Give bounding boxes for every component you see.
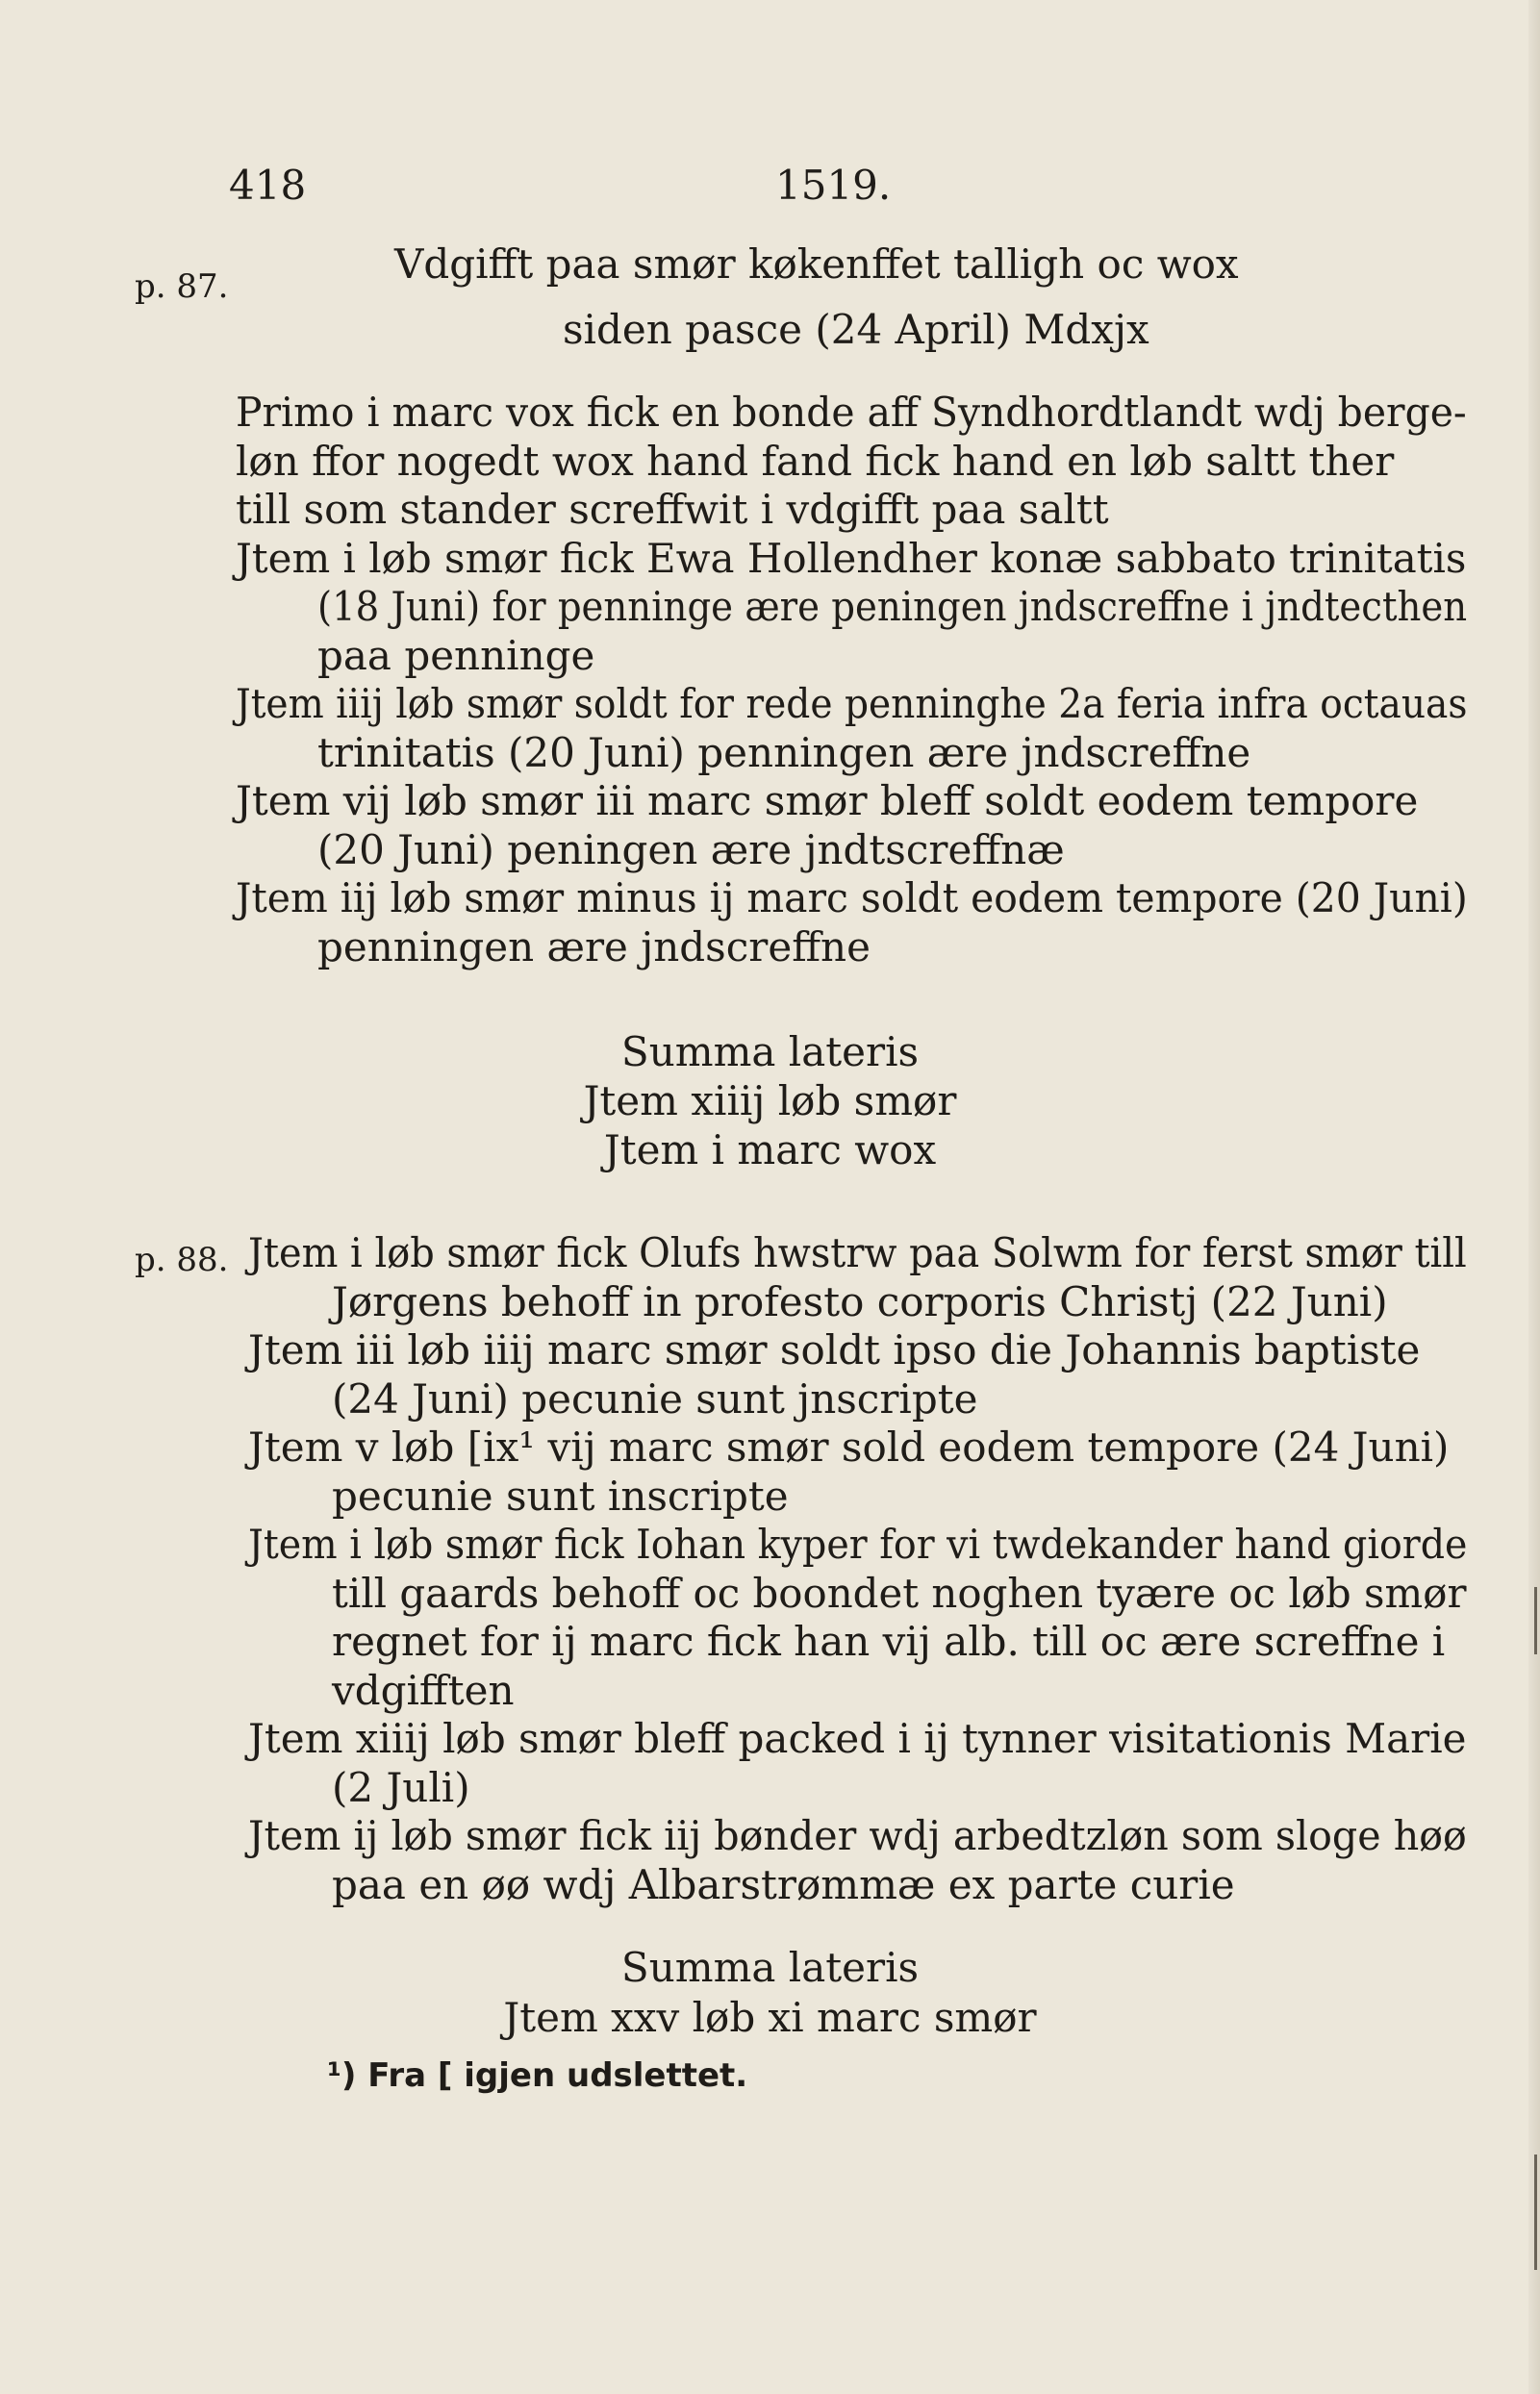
summa-1-line-1: Jtem xiiij løb smør [583, 1077, 957, 1124]
text-line: (2 Juli) [332, 1763, 470, 1811]
text-line: till gaards behoff oc boondet noghen tyære oc løb smør [332, 1569, 1467, 1617]
text-line: Jtem ij løb smør fick iij bønder wdj arbedtzløn som sloge høø [248, 1812, 1467, 1859]
heading-line-2: siden pasce (24 April) Mdxjx [563, 306, 1149, 353]
margin-ref-p87: p. 87. [135, 267, 229, 306]
summa-1-title: Summa lateris [620, 1028, 920, 1075]
summa-2-title: Summa lateris [620, 1944, 920, 1991]
page-number: 418 [229, 162, 307, 209]
text-line: paa penninge [317, 631, 595, 679]
text-line: Jtem vij løb smør iii marc smør bleff soldt eodem tempore [236, 777, 1419, 824]
text-line: Jtem iij løb smør minus ij marc soldt eodem tempore (20 Juni) [236, 874, 1468, 921]
text-line: Jtem iiij løb smør soldt for rede penninghe 2a feria infra octauas [236, 680, 1468, 727]
text-line: till som stander screffwit i vdgifft paa saltt [236, 486, 1109, 533]
text-line: Jtem iii løb iiij marc smør soldt ipso die Johannis baptiste [248, 1326, 1421, 1373]
heading-line-1: Vdgifft paa smør køkenffet talligh oc wox [394, 240, 1239, 288]
summa-1-line-2: Jtem i marc wox [603, 1126, 937, 1173]
edge-mark [1534, 1587, 1537, 1654]
text-line: Jtem xiiij løb smør bleff packed i ij tynner visitationis Marie [248, 1715, 1467, 1762]
text-line: (20 Juni) peningen ære jndtscreffnæ [317, 825, 1065, 873]
text-line: Jtem v løb [ix¹ vij marc smør sold eodem tempore (24 Juni) [248, 1424, 1450, 1471]
summa-2-line-1: Jtem xxv løb xi marc smør [503, 1994, 1037, 2041]
text-line: regnet for ij marc fick han vij alb. till oc ære screffne i [332, 1618, 1446, 1665]
page-edge [1528, 0, 1540, 2394]
text-line: paa en øø wdj Albarstrømmæ ex parte curie [332, 1860, 1235, 1908]
text-line: (24 Juni) pecunie sunt jnscripte [332, 1374, 978, 1423]
year-heading: 1519. [775, 162, 892, 209]
text-line: Jtem i løb smør fick Ewa Hollendher konæ sabbato trinitatis [236, 534, 1467, 582]
edge-mark [1534, 2155, 1537, 2270]
text-line: (18 Juni) for penninge ære peningen jndscreffne i jndtecthen [317, 583, 1468, 630]
footnote: ¹) Fra [ igjen udslettet. [327, 2056, 748, 2095]
text-line: penningen ære jndscreffne [317, 922, 871, 970]
text-line: Jtem i løb smør fick Iohan kyper for vi twdekander hand giorde [248, 1521, 1468, 1568]
text-line: trinitatis (20 Juni) penningen ære jndscreffne [317, 728, 1251, 776]
text-line: pecunie sunt inscripte [332, 1472, 789, 1520]
text-line: Primo i marc vox fick en bonde aff Syndhordtlandt wdj berge- [236, 389, 1467, 436]
text-line: løn ffor nogedt wox hand fand fick hand en løb saltt ther [236, 437, 1395, 485]
margin-ref-p88: p. 88. [135, 1241, 229, 1279]
text-line: vdgifften [332, 1666, 515, 1714]
text-line: Jørgens behoff in profesto corporis Christj (22 Juni) [332, 1277, 1388, 1325]
text-line: Jtem i løb smør fick Olufs hwstrw paa Solwm for ferst smør till [248, 1229, 1467, 1276]
